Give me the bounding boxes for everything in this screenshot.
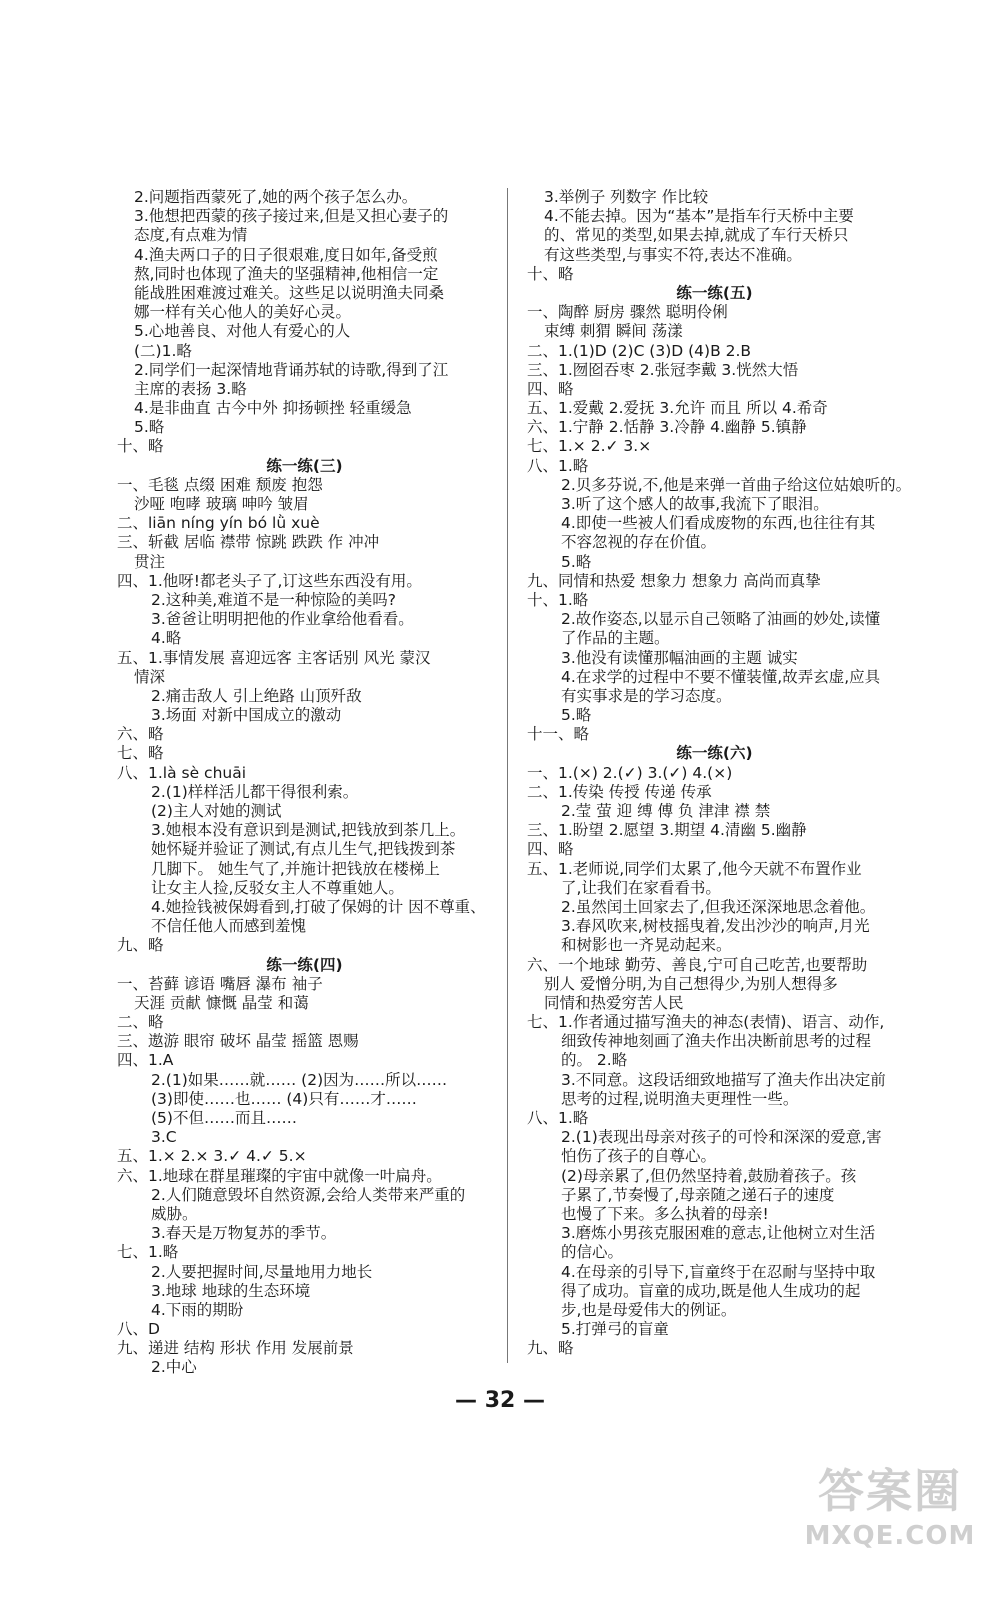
left-column [117,188,492,1378]
answer-line: 4.下雨的期盼 [151,1300,244,1319]
answer-line: 一、陶醉 厨房 骤然 聪明伶俐 [527,303,728,322]
answer-line: 六、1.地球在群星璀璨的宇宙中就像一叶扁舟。 [117,1166,442,1185]
answer-line: 2.(1)如果……就…… (2)因为……所以…… [151,1070,448,1089]
answer-line: 2.人们随意毁坏自然资源,会给人类带来严重的 [151,1185,466,1204]
answer-line: 3.场面 对新中国成立的激动 [151,706,342,725]
answer-line: 2.同学们一起深情地背诵苏轼的诗歌,得到了江 [134,360,449,379]
section-heading: 练一练(六) [676,744,753,763]
answer-line: 4.即使一些被人们看成废物的东西,也往往有其 [561,514,876,533]
answer-line: 3.C [151,1128,177,1147]
answer-line: 九、同情和热爱 想象力 想象力 高尚而真挚 [527,571,821,590]
answer-line: 一、苔藓 谚语 嘴唇 瀑布 袖子 [117,974,323,993]
answer-line: 3.春天是万物复苏的季节。 [151,1224,337,1243]
answer-line: 熬,同时也体现了渔夫的坚强精神,他相信一定 [134,264,439,283]
answer-line: 3.听了这个感人的故事,我流下了眼泪。 [561,495,829,513]
answer-line: 4.不能去掉。因为“基本”是指车行天桥中主要 [544,207,854,226]
answer-line: 四、略 [527,840,574,859]
answer-line: 贯注 [134,552,166,571]
column-divider [507,188,508,1363]
answer-line: 4.她捡钱被保姆看到,打破了保姆的计 因不尊重、 [151,897,486,916]
answer-line: 束缚 刺猬 瞬间 荡漾 [544,322,683,341]
section-heading: 练一练(四) [266,955,343,974]
answer-line: (2)母亲累了,但仍然坚持着,鼓励着孩子。孩 [561,1166,857,1185]
answer-line: 同情和热爱穷苦人民 [544,993,684,1012]
answer-line: 三、斩截 居临 襟带 惊跳 跌跌 作 冲冲 [117,533,380,552]
answer-line: (5)不但……而且…… [151,1109,297,1127]
answer-line: 3.春风吹来,树枝摇曳着,发出沙沙的响声,月光 [561,917,870,936]
answer-line: 5.略 [561,706,592,725]
answer-line: 四、略 [527,379,574,398]
answer-line: 九、略 [527,1339,574,1358]
answer-line: 3.他没有读懂那幅油画的主题 诚实 [561,648,798,667]
answer-line: 情深 [134,667,166,686]
answer-line: 的。 2.略 [561,1051,628,1070]
answer-line: 一、1.(×) 2.(✓) 3.(✓) 4.(×) [527,763,733,782]
answer-line: 七、1.× 2.✓ 3.× [527,437,652,456]
answer-line: 也慢了下来。多么执着的母亲! [561,1204,769,1223]
answer-line: 有这些类型,与事实不符,表达不准确。 [544,245,802,264]
answer-line: 得了成功。盲童的成功,既是他人生成功的起 [561,1281,861,1300]
answer-line: 2.人要把握时间,尽量地用力地长 [151,1262,373,1281]
answer-line: 了,让我们在家看看书。 [561,878,721,897]
answer-line: 5.略 [134,418,165,437]
answer-line: 4.在母亲的引导下,盲童终于在忍耐与坚持中取 [561,1262,876,1281]
answer-line: 十、略 [117,437,164,456]
answer-line: 3.她根本没有意识到是测试,把钱放到茶几上。 [151,821,466,840]
answer-line: 能战胜困难渡过难关。这些足以说明渔夫同桑 [134,283,445,302]
answer-line: 2.痛击敌人 引上绝路 山顶歼敌 [151,686,362,705]
answer-line: 九、略 [117,936,164,955]
answer-line: 3.不同意。这段话细致地描写了渔夫作出决定前 [561,1070,886,1089]
answer-line: 八、1.略 [527,1109,589,1127]
answer-line: 十、1.略 [527,590,589,609]
answer-line: 十一、略 [527,725,590,744]
answer-line: 2.贝多芬说,不,他是来弹一首曲子给这位姑娘听的。 [561,475,912,494]
answer-line: 4.是非曲直 古今中外 抑扬顿挫 轻重缓急 [134,399,412,418]
answer-line: 三、1.盼望 2.愿望 3.期望 4.清幽 5.幽静 [527,821,807,840]
answer-line: 五、1.爱戴 2.爱抚 3.允许 而且 所以 4.希奇 [527,399,828,418]
answer-line: 她怀疑并验证了测试,有点儿生气,把钱拨到茶 [151,840,456,859]
answer-line: 2.虽然闰土回家去了,但我还深深地思念着他。 [561,897,876,916]
answer-line: 细致传神地刻画了渔夫作出决断前思考的过程 [561,1032,872,1051]
answer-line: 三、遨游 眼帘 破坏 晶莹 摇篮 恩赐 [117,1032,359,1051]
answer-line: 三、1.囫囵吞枣 2.张冠李戴 3.恍然大悟 [527,360,799,379]
answer-line: 3.他想把西蒙的孩子接过来,但是又担心妻子的 [134,207,449,226]
answer-line: 五、1.事情发展 喜迎远客 主客话别 风光 蒙汉 [117,648,431,667]
answer-line: 5.略 [561,552,592,571]
answer-line: 2.莹 萤 迎 缚 傅 负 津津 襟 禁 [561,802,771,820]
answer-line: 八、D [117,1320,160,1339]
answer-line: 让女主人捡,反驳女主人不尊重她人。 [151,878,404,897]
answer-line: 4.在求学的过程中不要不懂装懂,故弄玄虚,应具 [561,667,881,686]
answer-line: 天涯 贡献 慷慨 晶莹 和蔼 [134,993,309,1012]
answer-line: 几脚下。 她生气了,并施计把钱放在楼梯上 [151,859,440,878]
answer-line: 思考的过程,说明渔夫更理性一些。 [561,1089,799,1108]
watermark-logo [790,1455,990,1551]
answer-line: 娜一样有关心他人的美好心灵。 [134,303,352,322]
answer-line: 八、1.là sè chuāi [117,763,247,782]
answer-line: 态度,有点难为情 [134,226,248,245]
answer-line: 别人 爱憎分明,为自己想得少,为别人想得多 [544,974,838,993]
answer-line: 步,也是母爱伟大的例证。 [561,1300,737,1319]
answer-line: (2)主人对她的测试 [151,802,282,820]
answer-line: 4.略 [151,629,182,648]
answer-line: 七、略 [117,744,164,763]
answer-line: 5.打弹弓的盲童 [561,1320,669,1339]
answer-line: 4.渔夫两口子的日子很艰难,度日如年,备受煎 [134,245,438,264]
answer-line: 二、liān níng yín bó lǜ xuè [117,514,320,533]
answer-line: 2.(1)表现出母亲对孩子的可怜和深深的爱意,害 [561,1128,882,1147]
answer-line: 六、略 [117,725,164,744]
answer-line: 3.举例子 列数字 作比较 [544,188,709,206]
answer-line: 四、1.A [117,1051,174,1070]
answer-line: 六、一个地球 勤劳、善良,宁可自己吃苦,也要帮助 [527,955,868,974]
answer-line: 的信心。 [561,1243,624,1262]
answer-line: 怕伤了孩子的自尊心。 [561,1147,717,1166]
answer-line: 沙哑 咆哮 玻璃 呻吟 皱眉 [134,495,309,513]
page-number: — 32 — [455,1388,545,1413]
answer-line: 2.故作姿态,以显示自己领略了油画的妙处,读懂 [561,610,881,629]
right-column [527,188,912,1358]
answer-line: 2.中心 [151,1358,197,1377]
answer-line: 2.这种美,难道不是一种惊险的美吗? [151,590,396,609]
answer-line: (二)1.略 [134,341,192,360]
answer-line: 3.爸爸让明明把他的作业拿给他看看。 [151,610,414,629]
answer-line: 3.磨炼小男孩克服困难的意志,让他树立对生活 [561,1224,876,1243]
answer-line: 了作品的主题。 [561,629,670,648]
answer-line: 和树影也一齐晃动起来。 [561,936,732,955]
answer-line: 二、1.(1)D (2)C (3)D (4)B 2.B [527,341,752,360]
answer-line: 的、常见的类型,如果去掉,就成了车行天桥只 [544,226,849,245]
answer-line: 不容忽视的存在价值。 [561,533,717,552]
section-heading: 练一练(五) [676,283,753,302]
answer-line: 二、略 [117,1013,164,1032]
answer-line: 八、1.略 [527,456,589,475]
answer-line: 六、1.宁静 2.恬静 3.冷静 4.幽静 5.镇静 [527,418,807,437]
answer-line: 5.心地善良、对他人有爱心的人 [134,322,351,341]
answer-line: 七、1.作者通过描写渔夫的神态(表情)、语言、动作, [527,1013,885,1032]
answer-line: 二、1.传染 传授 传递 传承 [527,782,712,801]
answer-line: 四、1.他呀!都老头子了,订这些东西没有用。 [117,571,422,590]
answer-line: 七、1.略 [117,1243,179,1262]
answer-line: 一、毛毯 点缀 困难 颓废 抱怨 [117,475,323,494]
answer-line: 五、1.× 2.× 3.✓ 4.✓ 5.× [117,1147,307,1166]
watermark-text: 答案圈 [818,1464,962,1518]
answer-line: 子累了,节奏慢了,母亲随之递石子的速度 [561,1185,835,1204]
answer-line: 3.地球 地球的生态环境 [151,1281,311,1300]
answer-line: 威胁。 [151,1204,198,1223]
answer-line: 有实事求是的学习态度。 [561,686,732,705]
section-heading: 练一练(三) [266,456,343,475]
answer-line: 主席的表扬 3.略 [134,379,247,398]
answer-line: 不信任他人而感到羞愧 [151,917,307,936]
answer-line: 2.(1)样样活儿都干得很利索。 [151,782,359,801]
watermark-url: MXQE.COM [804,1521,976,1551]
answer-line: 十、略 [527,264,574,283]
answer-line: 九、递进 结构 形状 作用 发展前景 [117,1339,354,1358]
answer-line: 2.问题指西蒙死了,她的两个孩子怎么办。 [134,188,418,206]
answer-line: 五、1.老师说,同学们太累了,他今天就不布置作业 [527,859,862,878]
answer-line: (3)即使……也…… (4)只有……才…… [151,1089,417,1108]
